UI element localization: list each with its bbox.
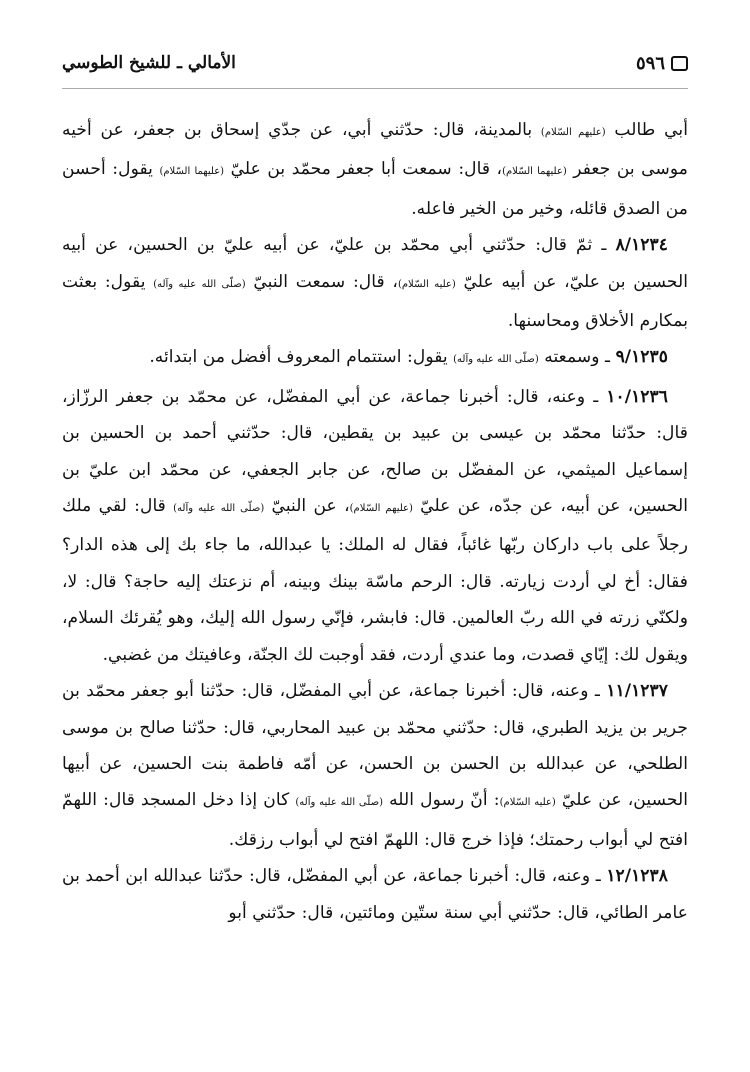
body-text [62, 112, 688, 931]
honorific: (عليهم السّلام) [349, 503, 413, 515]
text-segment: أبي طالب [605, 120, 688, 140]
paragraph [62, 112, 688, 227]
text-segment: : أنّ رسول الله [382, 790, 500, 811]
honorific: (صلّى الله عليه وآله) [173, 503, 265, 515]
hadith-number: ٩/١٢٣٥ [615, 347, 668, 368]
text-segment: ـ وعنه، قال: أخبرنا جماعة، عن أبي المفضّل، قال: حدّثنا عبدالله ابن أحمد بن عامر الطائي، قال: حدّثني أبي سنة ستّين ومائتين، قال: حدّثني أبو [62, 866, 688, 923]
paragraph [62, 227, 688, 339]
honorific: (عليهما السّلام) [502, 166, 567, 178]
text-segment: ـ وسمعته [538, 347, 616, 368]
paragraph [62, 339, 688, 378]
text-segment: يقول: بعثت بمكارم الأخلاق ومحاسنها. [62, 271, 688, 332]
paragraph [62, 379, 688, 673]
hadith-number: ٨/١٢٣٤ [615, 235, 668, 256]
book-title: الأمالي ـ للشيخ الطوسي [62, 53, 236, 73]
honorific: (صلّى الله عليه وآله) [295, 797, 383, 809]
paragraph [62, 858, 688, 931]
text-segment: ـ ثمّ قال: حدّثني أبي محمّد بن عليّ، عن أبيه عليّ بن الحسين، عن أبيه الحسين بن عليّ، عن أبيه عليّ [62, 235, 689, 292]
honorific: (عليهم السّلام) [540, 127, 606, 138]
hadith-number: ١٠/١٢٣٦ [606, 386, 668, 407]
honorific: (عليه السّلام) [397, 278, 456, 290]
text-segment: يقول: أحسن من الصدق قائله، وخير من الخير فاعله. [62, 159, 688, 219]
text-segment: بالمدينة، قال: حدّثني أبي، عن جدّي إسحاق بن جعفر، عن أخيه موسى بن جعفر [62, 120, 688, 180]
honorific: (صلّى الله عليه وآله) [153, 278, 246, 290]
text-segment: ، قال: سمعت أبا جعفر محمّد بن عليّ [224, 159, 503, 180]
text-segment: قال: لقي ملك رجلاً على باب داركان ربّها غائباً، فقال له الملك: يا عبدالله، ما جاء بك إلى هذه الدار؟ فقال: أخ لي أردت زيارته. قال: الرحم ماسّة بينك وبينه، أم نزعتك إليه حاجة؟ قال: لا، ولكنّي زرته في الله ربّ العالمين. قال: فابشر، فإنّي رسول الله إليك، وهو يُقرئك السلام، ويقول لك: إيّاي قصدت، وما عندي أردت، فقد أوجبت لك الجنّة، وعافيتك من غضبي. [62, 496, 688, 665]
text-segment: ـ وعنه، قال: أخبرنا جماعة، عن أبي المفضّل، قال: حدّثنا أبو جعفر محمّد بن جرير بن يزيد الطبري، قال: حدّثني محمّد بن عبيد المحاربي، قال: حدّثنا صالح بن موسى الطلحي، عن عبدالله بن الحسن بن الحسن، عن أمّه فاطمة بنت الحسين، عن أبيها الحسين، عن عليّ [62, 681, 689, 811]
text-segment: يقول: استتمام المعروف أفضل من ابتدائه. [149, 347, 454, 368]
honorific: (عليه السّلام) [499, 797, 556, 809]
text-segment: كان إذا دخل المسجد قال: اللهمّ افتح لي أبواب رحمتك؛ فإذا خرج قال: اللهمّ افتح لي أبواب رزقك. [62, 790, 688, 850]
honorific: (صلّى الله عليه وآله) [453, 354, 539, 366]
page-number-block [636, 53, 688, 74]
page-marker-icon [671, 56, 688, 71]
paragraph [62, 673, 688, 858]
hadith-number: ١١/١٢٣٧ [606, 681, 668, 702]
text-segment: ـ وعنه، قال: أخبرنا جماعة، عن أبي المفضّل، عن محمّد بن جعفر الرزّاز، قال: حدّثنا محمّد بن عيسى بن عبيد بن يقطين، قال: حدّثني أحمد بن الحسين بن إسماعيل الميثمي، عن المفضّل بن صالح، عن جابر الجعفي، عن محمّد ابن عليّ بن الحسين، عن أبيه، عن جدّه، عن عليّ [62, 386, 688, 517]
text-segment: ، قال: سمعت النبيّ [245, 271, 398, 292]
hadith-number: ١٢/١٢٣٨ [606, 866, 668, 887]
text-segment: ، عن النبيّ [264, 496, 350, 517]
page-number: ٥٩٦ [635, 52, 665, 74]
header-divider [62, 88, 688, 89]
honorific: (عليهما السّلام) [159, 166, 225, 178]
page-header [62, 50, 688, 76]
